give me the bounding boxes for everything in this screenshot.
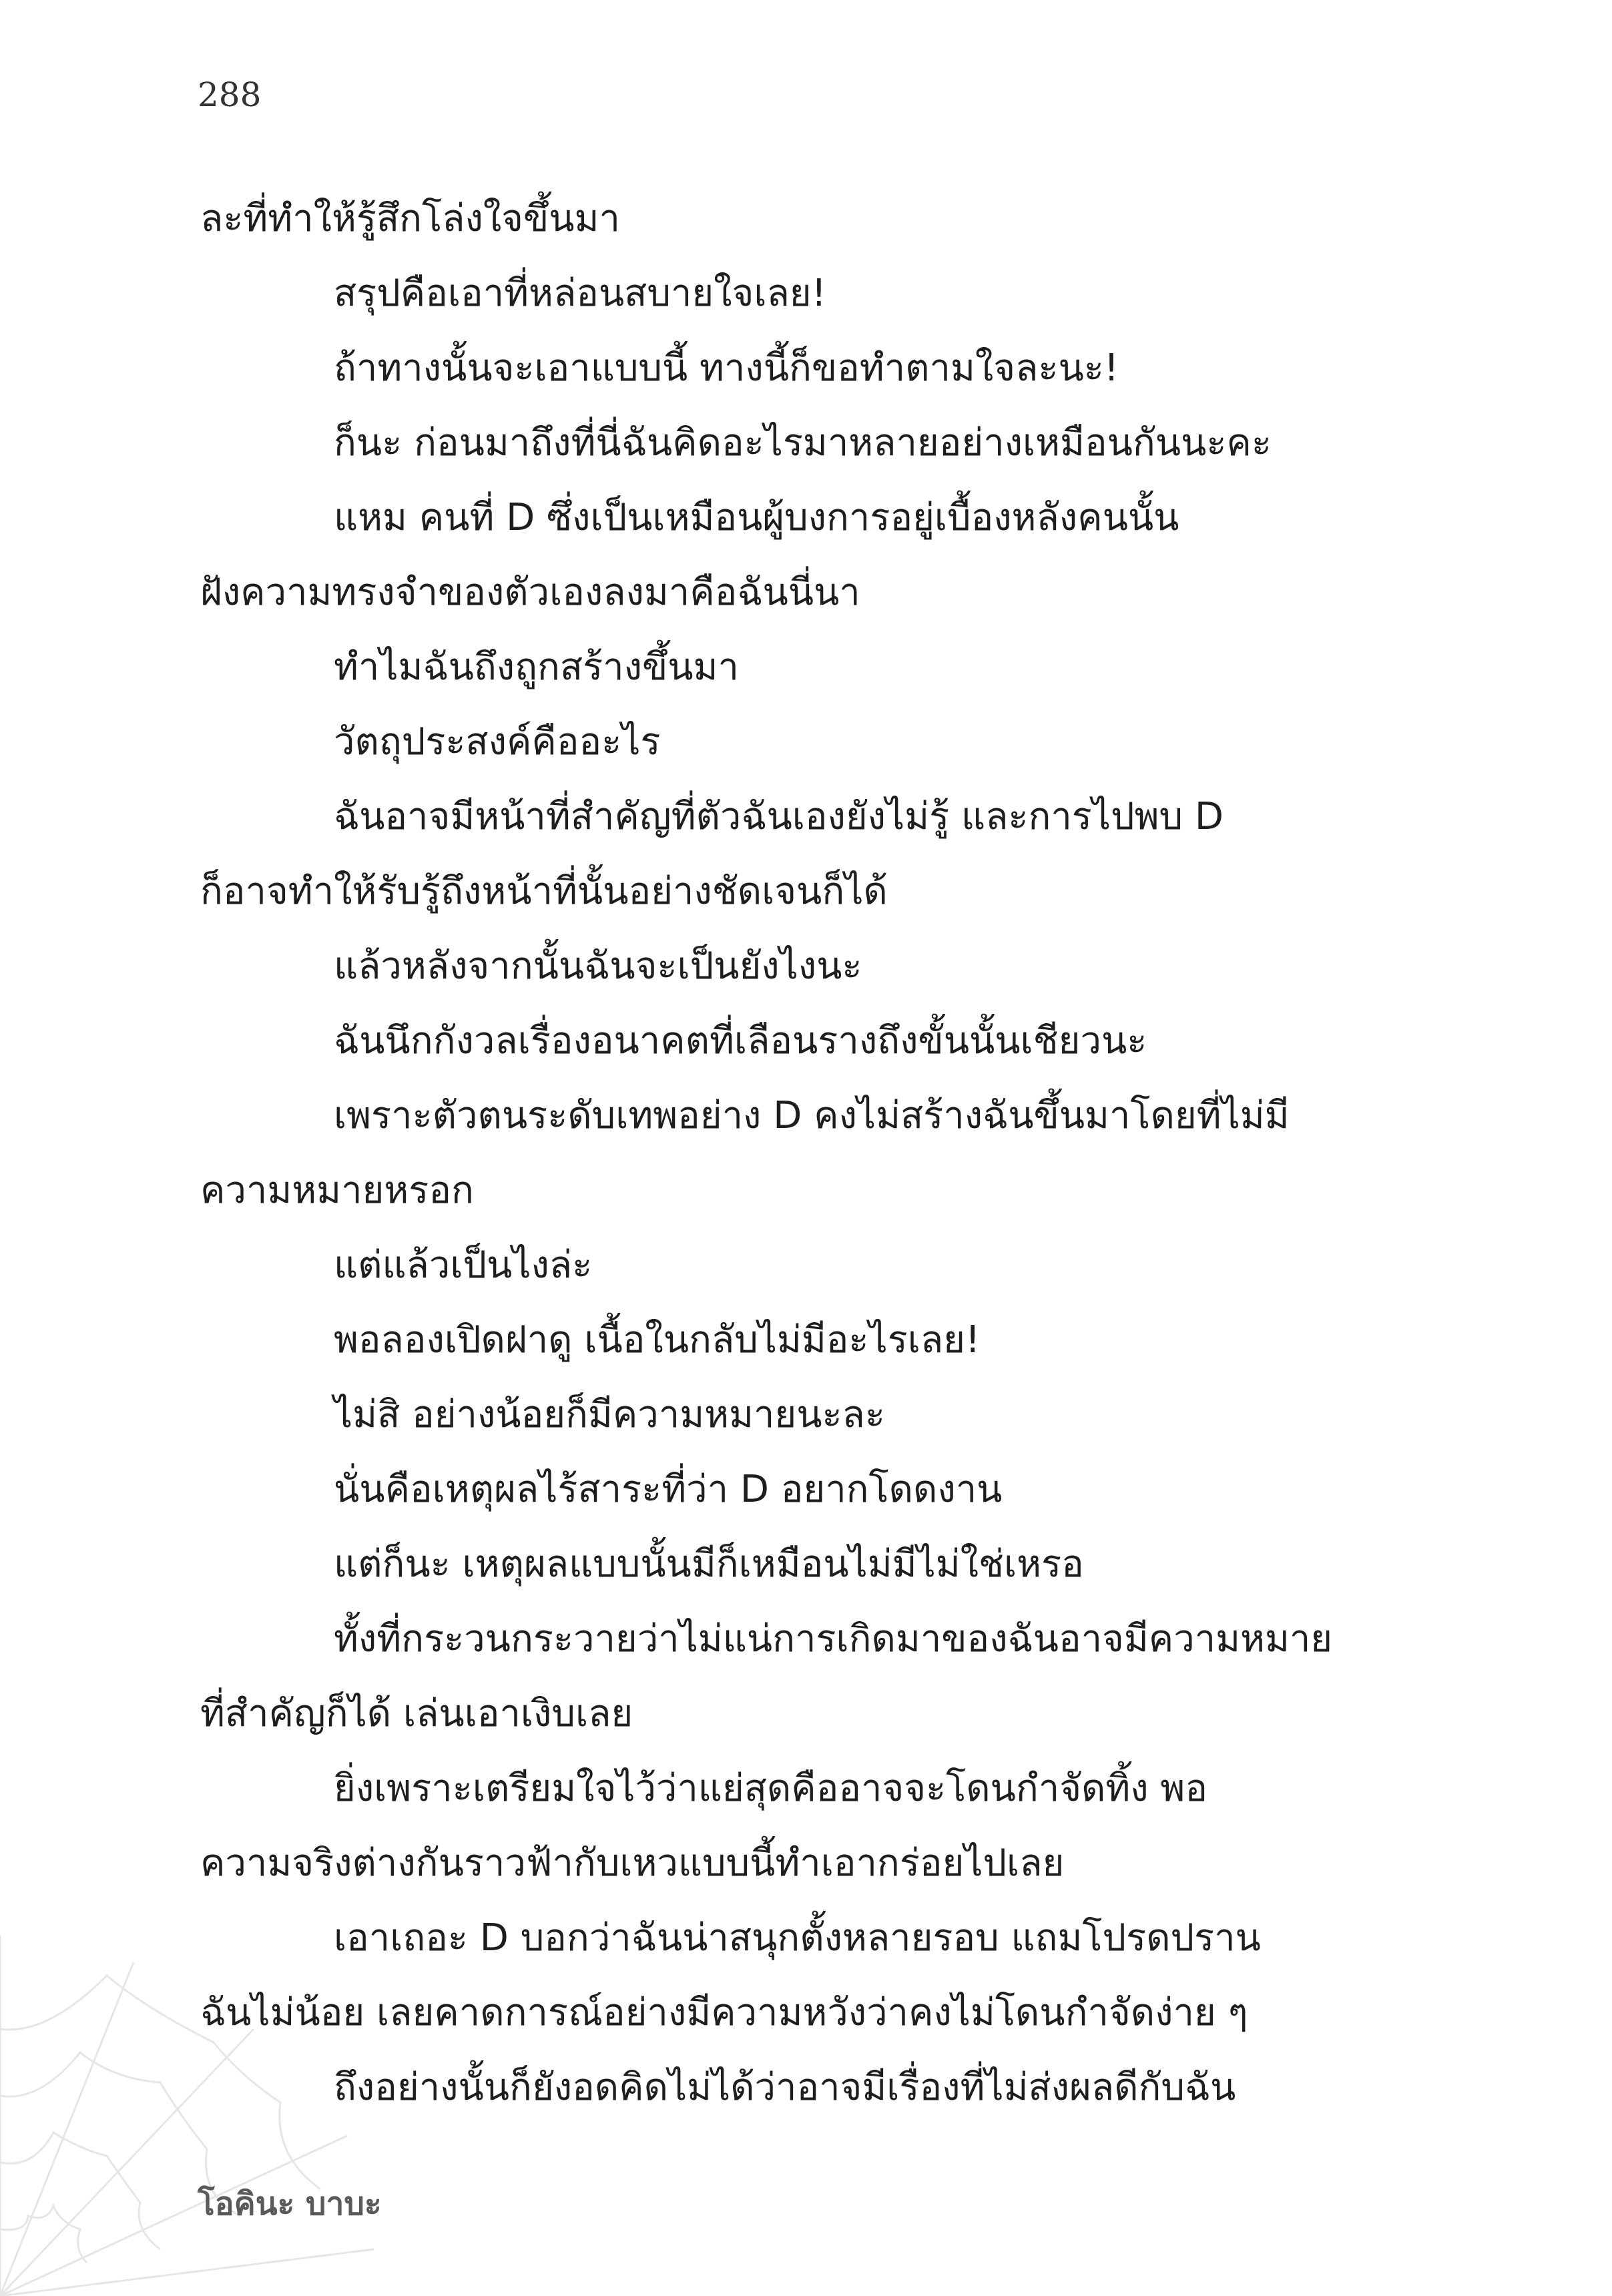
- text-line: ถึงอย่างนั้นก็ยังอดคิดไม่ได้ว่าอาจมีเรื่องที่ไม่ส่งผลดีกับฉัน: [334, 2066, 1236, 2109]
- text-line: พอลองเปิดฝาดู เนื้อในกลับไม่มีอะไรเลย!: [334, 1318, 981, 1362]
- text-line: เอาเถอะ D บอกว่าฉันน่าสนุกตั้งหลายรอบ แถมโปรดปราน: [334, 1916, 1261, 1960]
- text-line: ฉันอาจมีหน้าที่สำคัญที่ตัวฉันเองยังไม่รู้ และการไปพบ D: [334, 795, 1224, 838]
- text-line: ไม่สิ อย่างน้อยก็มีความหมายนะละ: [334, 1393, 885, 1436]
- text-line: แหม คนที่ D ซึ่งเป็นเหมือนผู้บงการอยู่เบื้องหลังคนนั้น: [334, 496, 1179, 539]
- text-line: วัตถุประสงค์คืออะไร: [334, 720, 661, 764]
- text-line: ฉันนึกกังวลเรื่องอนาคตที่เลือนรางถึงขั้นนั้นเชียวนะ: [334, 1019, 1147, 1063]
- text-line: ความหมายหรอก: [200, 1169, 474, 1212]
- text-line: ก็นะ ก่อนมาถึงที่นี่ฉันคิดอะไรมาหลายอย่างเหมือนกันนะคะ: [334, 421, 1272, 465]
- spider-web-decoration: [0, 1936, 374, 2296]
- text-line: สรุปคือเอาที่หล่อนสบายใจเลย!: [334, 272, 827, 315]
- text-line: ความจริงต่างกันราวฟ้ากับเหวแบบนี้ทำเอากร่อยไปเลย: [200, 1841, 1065, 1885]
- footer-author-name: โอคินะ บาบะ: [198, 2185, 382, 2223]
- page-number: 288: [198, 75, 262, 114]
- text-line: ฉันไม่น้อย เลยคาดการณ์อย่างมีความหวังว่าคงไม่โดนกำจัดง่าย ๆ: [200, 1991, 1248, 2034]
- text-line: ยิ่งเพราะเตรียมใจไว้ว่าแย่สุดคืออาจจะโดนกำจัดทิ้ง พอ: [334, 1767, 1207, 1810]
- text-line: ฝังความทรงจำของตัวเองลงมาคือฉันนี่นา: [200, 571, 860, 614]
- text-line: แต่ก็นะ เหตุผลแบบนั้นมีก็เหมือนไม่มีไม่ใช่เหรอ: [334, 1542, 1084, 1586]
- text-line: ละที่ทำให้รู้สึกโล่งใจขึ้นมา: [200, 197, 620, 240]
- text-line: แล้วหลังจากนั้นฉันจะเป็นยังไงนะ: [334, 944, 862, 988]
- text-line: ก็อาจทำให้รับรู้ถึงหน้าที่นั้นอย่างชัดเจนก็ได้: [200, 870, 888, 913]
- text-line: ทำไมฉันถึงถูกสร้างขึ้นมา: [334, 645, 739, 689]
- text-line: ถ้าทางนั้นจะเอาแบบนี้ ทางนี้ก็ขอทำตามใจละนะ!: [334, 346, 1119, 390]
- body-text: [200, 182, 1408, 2125]
- text-line: ทั้งที่กระวนกระวายว่าไม่แน่การเกิดมาของฉันอาจมีความหมาย: [334, 1617, 1333, 1661]
- text-line: แต่แล้วเป็นไงล่ะ: [334, 1243, 593, 1287]
- text-line: เพราะตัวตนระดับเทพอย่าง D คงไม่สร้างฉันขึ้นมาโดยที่ไม่มี: [334, 1094, 1290, 1137]
- text-line: ที่สำคัญก็ได้ เล่นเอาเงิบเลย: [200, 1692, 633, 1735]
- text-line: นั่นคือเหตุผลไร้สาระที่ว่า D อยากโดดงาน: [334, 1468, 1003, 1511]
